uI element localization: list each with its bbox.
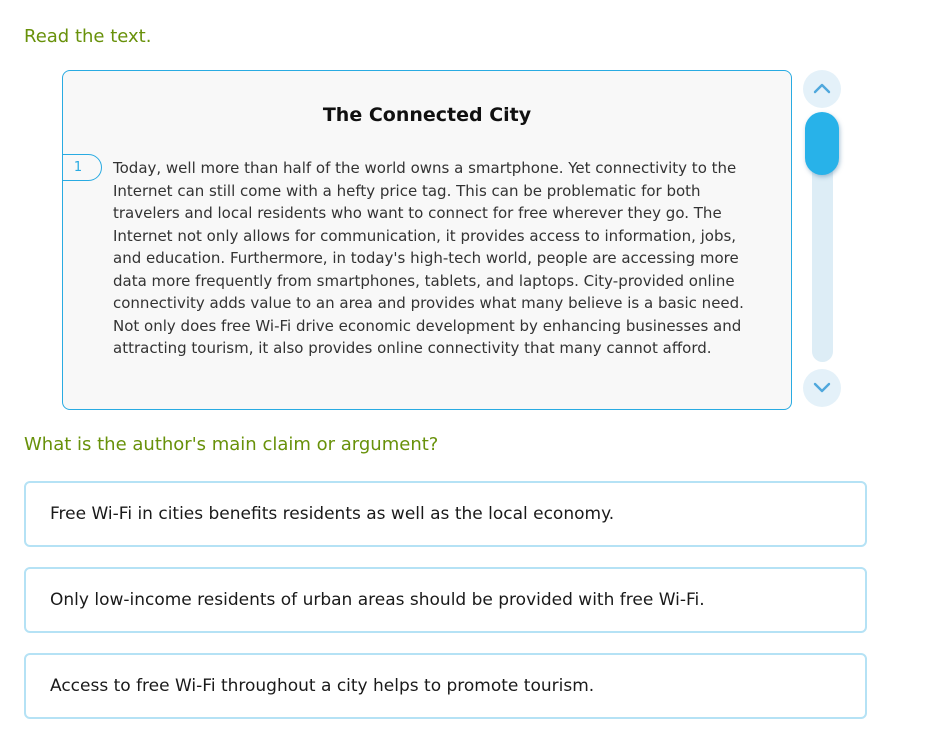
passage-title: The Connected City: [322, 104, 532, 126]
chevron-up-icon: [813, 82, 831, 97]
paragraph-number: 1: [73, 160, 83, 175]
scroll-down-button[interactable]: [803, 369, 841, 407]
answer-option-2-label: Only low-income residents of urban areas should be provided with free Wi-Fi.: [50, 590, 705, 610]
answer-option-3[interactable]: [24, 653, 867, 719]
question-text: What is the author's main claim or argument?: [24, 434, 439, 455]
passage-panel: [62, 70, 792, 410]
answer-option-3-label: Access to free Wi-Fi throughout a city helps to promote tourism.: [50, 676, 595, 696]
scroll-up-button[interactable]: [803, 70, 841, 108]
read-text-prompt: Read the text.: [24, 26, 152, 47]
answer-option-2[interactable]: [24, 567, 867, 633]
answer-option-1[interactable]: [24, 481, 867, 547]
passage-text: Today, well more than half of the world owns a smartphone. Yet connectivity to the Internet can still come with a hefty price tag. This can be problematic for both travelers and local residents who want to connect for free wherever they go. The Internet not only allows for communication, it provides access to information, jobs, and education. Furthermore, in today's high-tech world, people are accessing more data more frequently from smartphones, tablets, and laptops. City-provided online connectivity adds value to an area and provides what many believe is a basic need. Not only does free Wi-Fi drive economic development by enhancing businesses and attracting tourism, it also provides online connectivity that many cannot afford.: [113, 159, 744, 357]
chevron-down-icon: [813, 381, 831, 396]
scrollbar-thumb[interactable]: [805, 112, 839, 175]
paragraph-number-tab: [62, 154, 102, 181]
answer-option-1-label: Free Wi-Fi in cities benefits residents as well as the local economy.: [50, 504, 615, 524]
